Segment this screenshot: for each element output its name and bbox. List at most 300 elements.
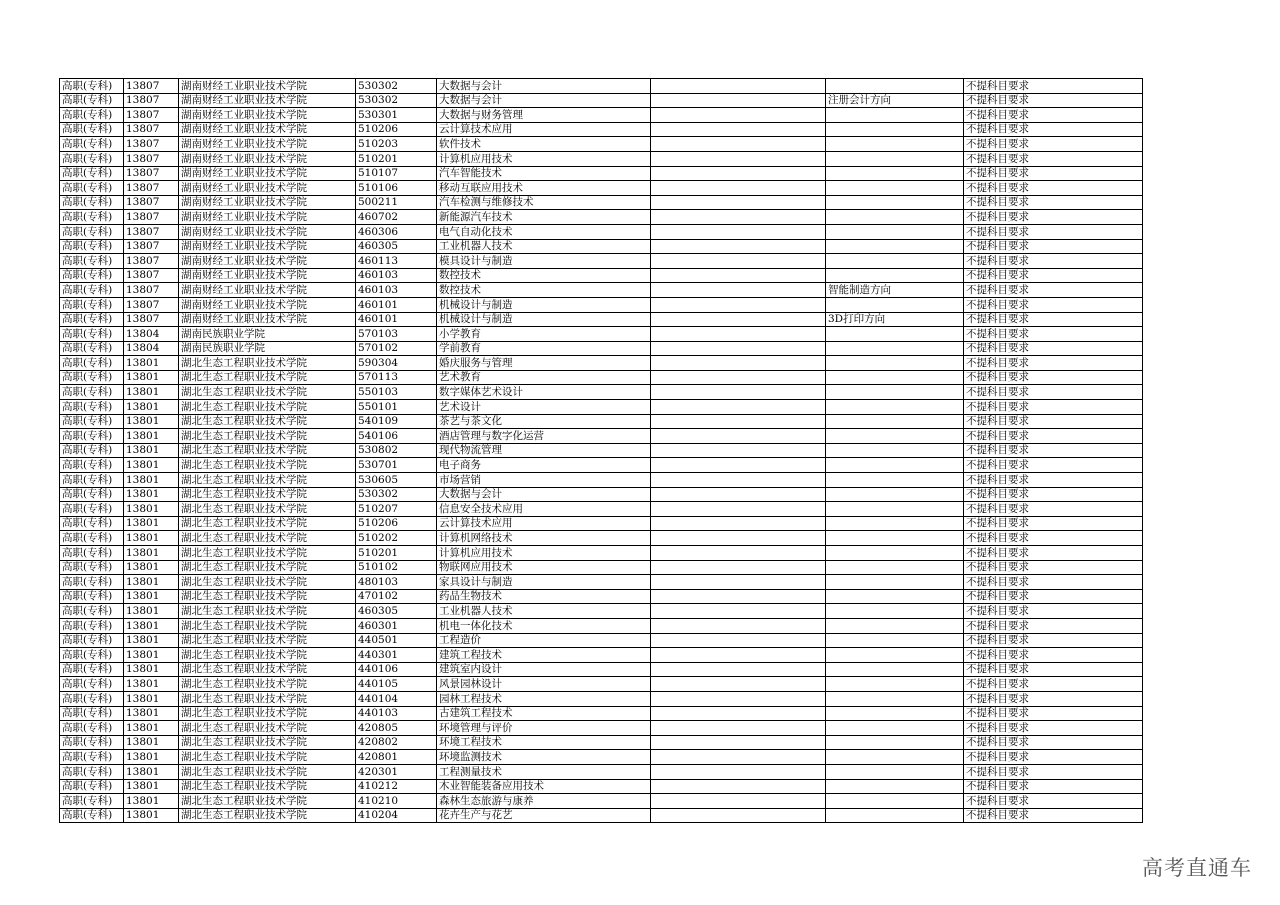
direction-cell <box>826 604 964 619</box>
level-cell: 高职(专科) <box>60 224 124 239</box>
major-name-cell: 汽车智能技术 <box>437 166 651 181</box>
direction-cell <box>826 721 964 736</box>
major-code-cell: 530301 <box>356 108 437 123</box>
school-name-cell: 湖南财经工业职业技术学院 <box>179 137 356 152</box>
major-code-cell: 550101 <box>356 400 437 415</box>
requirement-cell: 不提科目要求 <box>964 79 1143 94</box>
major-code-cell: 570103 <box>356 327 437 342</box>
school-name-cell: 湖北生态工程职业技术学院 <box>179 531 356 546</box>
requirement-cell: 不提科目要求 <box>964 327 1143 342</box>
table-row <box>60 210 1143 225</box>
blank-cell <box>651 735 826 750</box>
school-code-cell: 13801 <box>124 443 179 458</box>
requirement-cell: 不提科目要求 <box>964 93 1143 108</box>
requirement-cell: 不提科目要求 <box>964 560 1143 575</box>
direction-cell <box>826 297 964 312</box>
level-cell: 高职(专科) <box>60 327 124 342</box>
table-row <box>60 618 1143 633</box>
direction-cell <box>826 618 964 633</box>
major-code-cell: 440501 <box>356 633 437 648</box>
level-cell: 高职(专科) <box>60 808 124 823</box>
major-name-cell: 艺术教育 <box>437 370 651 385</box>
table-row <box>60 166 1143 181</box>
table-row <box>60 691 1143 706</box>
level-cell: 高职(专科) <box>60 487 124 502</box>
requirement-cell: 不提科目要求 <box>964 750 1143 765</box>
direction-cell <box>826 750 964 765</box>
school-name-cell: 湖南财经工业职业技术学院 <box>179 268 356 283</box>
major-name-cell: 药品生物技术 <box>437 589 651 604</box>
school-name-cell: 湖北生态工程职业技术学院 <box>179 794 356 809</box>
direction-cell <box>826 210 964 225</box>
school-code-cell: 13801 <box>124 808 179 823</box>
school-name-cell: 湖南民族职业学院 <box>179 341 356 356</box>
major-name-cell: 数控技术 <box>437 268 651 283</box>
blank-cell <box>651 589 826 604</box>
school-name-cell: 湖北生态工程职业技术学院 <box>179 356 356 371</box>
level-cell: 高职(专科) <box>60 122 124 137</box>
school-code-cell: 13801 <box>124 531 179 546</box>
level-cell: 高职(专科) <box>60 750 124 765</box>
table-row <box>60 706 1143 721</box>
direction-cell <box>826 195 964 210</box>
major-code-cell: 590304 <box>356 356 437 371</box>
requirement-cell: 不提科目要求 <box>964 808 1143 823</box>
major-name-cell: 森林生态旅游与康养 <box>437 794 651 809</box>
major-name-cell: 模具设计与制造 <box>437 254 651 269</box>
table-row <box>60 531 1143 546</box>
major-name-cell: 大数据与会计 <box>437 487 651 502</box>
school-code-cell: 13801 <box>124 794 179 809</box>
major-code-cell: 410204 <box>356 808 437 823</box>
table-row <box>60 122 1143 137</box>
school-code-cell: 13807 <box>124 93 179 108</box>
major-code-cell: 540106 <box>356 429 437 444</box>
major-code-cell: 510202 <box>356 531 437 546</box>
direction-cell <box>826 414 964 429</box>
major-name-cell: 计算机应用技术 <box>437 151 651 166</box>
major-code-cell: 500211 <box>356 195 437 210</box>
direction-cell <box>826 546 964 561</box>
level-cell: 高职(专科) <box>60 618 124 633</box>
level-cell: 高职(专科) <box>60 706 124 721</box>
level-cell: 高职(专科) <box>60 93 124 108</box>
major-code-cell: 460101 <box>356 312 437 327</box>
blank-cell <box>651 79 826 94</box>
table-row <box>60 575 1143 590</box>
school-name-cell: 湖南财经工业职业技术学院 <box>179 312 356 327</box>
school-name-cell: 湖北生态工程职业技术学院 <box>179 618 356 633</box>
level-cell: 高职(专科) <box>60 341 124 356</box>
direction-cell <box>826 808 964 823</box>
major-code-cell: 480103 <box>356 575 437 590</box>
table-body <box>60 79 1143 823</box>
level-cell: 高职(专科) <box>60 691 124 706</box>
level-cell: 高职(专科) <box>60 735 124 750</box>
blank-cell <box>651 531 826 546</box>
major-name-cell: 电子商务 <box>437 458 651 473</box>
level-cell: 高职(专科) <box>60 108 124 123</box>
school-code-cell: 13804 <box>124 341 179 356</box>
direction-cell <box>826 122 964 137</box>
direction-cell <box>826 458 964 473</box>
school-code-cell: 13801 <box>124 429 179 444</box>
blank-cell <box>651 560 826 575</box>
major-name-cell: 环境监测技术 <box>437 750 651 765</box>
level-cell: 高职(专科) <box>60 473 124 488</box>
blank-cell <box>651 210 826 225</box>
table-row <box>60 137 1143 152</box>
blank-cell <box>651 254 826 269</box>
major-name-cell: 木业智能装备应用技术 <box>437 779 651 794</box>
direction-cell <box>826 268 964 283</box>
school-code-cell: 13801 <box>124 764 179 779</box>
level-cell: 高职(专科) <box>60 575 124 590</box>
requirement-cell: 不提科目要求 <box>964 108 1143 123</box>
table-row <box>60 473 1143 488</box>
requirement-cell: 不提科目要求 <box>964 151 1143 166</box>
level-cell: 高职(专科) <box>60 589 124 604</box>
major-code-cell: 510201 <box>356 546 437 561</box>
direction-cell <box>826 633 964 648</box>
level-cell: 高职(专科) <box>60 283 124 298</box>
school-name-cell: 湖北生态工程职业技术学院 <box>179 691 356 706</box>
school-name-cell: 湖南财经工业职业技术学院 <box>179 108 356 123</box>
direction-cell <box>826 443 964 458</box>
school-code-cell: 13801 <box>124 400 179 415</box>
requirement-cell: 不提科目要求 <box>964 195 1143 210</box>
major-code-cell: 460301 <box>356 618 437 633</box>
direction-cell <box>826 181 964 196</box>
major-name-cell: 新能源汽车技术 <box>437 210 651 225</box>
requirement-cell: 不提科目要求 <box>964 677 1143 692</box>
school-code-cell: 13807 <box>124 151 179 166</box>
school-name-cell: 湖北生态工程职业技术学院 <box>179 706 356 721</box>
major-code-cell: 510106 <box>356 181 437 196</box>
table-row <box>60 764 1143 779</box>
major-code-cell: 410212 <box>356 779 437 794</box>
school-code-cell: 13801 <box>124 662 179 677</box>
school-name-cell: 湖南财经工业职业技术学院 <box>179 224 356 239</box>
major-code-cell: 570113 <box>356 370 437 385</box>
school-code-cell: 13807 <box>124 108 179 123</box>
table-row <box>60 327 1143 342</box>
direction-cell: 注册会计方向 <box>826 93 964 108</box>
table-row <box>60 604 1143 619</box>
table-row <box>60 443 1143 458</box>
major-code-cell: 510207 <box>356 502 437 517</box>
blank-cell <box>651 706 826 721</box>
school-name-cell: 湖南财经工业职业技术学院 <box>179 166 356 181</box>
major-name-cell: 机械设计与制造 <box>437 297 651 312</box>
school-code-cell: 13801 <box>124 750 179 765</box>
level-cell: 高职(专科) <box>60 254 124 269</box>
table-row <box>60 560 1143 575</box>
admission-table <box>59 78 1143 823</box>
level-cell: 高职(专科) <box>60 370 124 385</box>
table-row <box>60 312 1143 327</box>
direction-cell <box>826 648 964 663</box>
school-name-cell: 湖北生态工程职业技术学院 <box>179 604 356 619</box>
blank-cell <box>651 808 826 823</box>
major-code-cell: 510206 <box>356 516 437 531</box>
direction-cell <box>826 370 964 385</box>
requirement-cell: 不提科目要求 <box>964 691 1143 706</box>
major-name-cell: 婚庆服务与管理 <box>437 356 651 371</box>
direction-cell: 3D打印方向 <box>826 312 964 327</box>
blank-cell <box>651 268 826 283</box>
blank-cell <box>651 224 826 239</box>
table-row <box>60 239 1143 254</box>
school-name-cell: 湖南财经工业职业技术学院 <box>179 195 356 210</box>
blank-cell <box>651 429 826 444</box>
level-cell: 高职(专科) <box>60 356 124 371</box>
school-code-cell: 13801 <box>124 487 179 502</box>
major-name-cell: 艺术设计 <box>437 400 651 415</box>
blank-cell <box>651 443 826 458</box>
blank-cell <box>651 794 826 809</box>
major-code-cell: 470102 <box>356 589 437 604</box>
blank-cell <box>651 721 826 736</box>
school-code-cell: 13807 <box>124 79 179 94</box>
major-code-cell: 440301 <box>356 648 437 663</box>
direction-cell <box>826 487 964 502</box>
requirement-cell: 不提科目要求 <box>964 181 1143 196</box>
level-cell: 高职(专科) <box>60 181 124 196</box>
requirement-cell: 不提科目要求 <box>964 443 1143 458</box>
major-name-cell: 工程测量技术 <box>437 764 651 779</box>
major-name-cell: 工业机器人技术 <box>437 604 651 619</box>
school-code-cell: 13801 <box>124 721 179 736</box>
school-code-cell: 13807 <box>124 166 179 181</box>
school-name-cell: 湖南财经工业职业技术学院 <box>179 283 356 298</box>
major-name-cell: 古建筑工程技术 <box>437 706 651 721</box>
table-row <box>60 502 1143 517</box>
major-code-cell: 420805 <box>356 721 437 736</box>
major-code-cell: 530302 <box>356 79 437 94</box>
major-name-cell: 园林工程技术 <box>437 691 651 706</box>
major-name-cell: 酒店管理与数字化运营 <box>437 429 651 444</box>
school-name-cell: 湖北生态工程职业技术学院 <box>179 370 356 385</box>
level-cell: 高职(专科) <box>60 604 124 619</box>
table-row <box>60 108 1143 123</box>
level-cell: 高职(专科) <box>60 779 124 794</box>
school-name-cell: 湖北生态工程职业技术学院 <box>179 589 356 604</box>
watermark: 高考直通车 <box>1142 856 1252 880</box>
school-name-cell: 湖北生态工程职业技术学院 <box>179 400 356 415</box>
school-code-cell: 13807 <box>124 181 179 196</box>
school-code-cell: 13807 <box>124 254 179 269</box>
requirement-cell: 不提科目要求 <box>964 283 1143 298</box>
table-row <box>60 794 1143 809</box>
requirement-cell: 不提科目要求 <box>964 239 1143 254</box>
blank-cell <box>651 385 826 400</box>
major-code-cell: 550103 <box>356 385 437 400</box>
table-row <box>60 297 1143 312</box>
blank-cell <box>651 414 826 429</box>
school-code-cell: 13804 <box>124 327 179 342</box>
direction-cell <box>826 356 964 371</box>
major-name-cell: 计算机应用技术 <box>437 546 651 561</box>
requirement-cell: 不提科目要求 <box>964 618 1143 633</box>
requirement-cell: 不提科目要求 <box>964 166 1143 181</box>
blank-cell <box>651 604 826 619</box>
school-code-cell: 13807 <box>124 224 179 239</box>
direction-cell <box>826 137 964 152</box>
school-code-cell: 13801 <box>124 648 179 663</box>
requirement-cell: 不提科目要求 <box>964 648 1143 663</box>
blank-cell <box>651 356 826 371</box>
blank-cell <box>651 122 826 137</box>
direction-cell <box>826 400 964 415</box>
table-row <box>60 429 1143 444</box>
blank-cell <box>651 677 826 692</box>
major-name-cell: 机械设计与制造 <box>437 312 651 327</box>
direction-cell <box>826 516 964 531</box>
direction-cell <box>826 575 964 590</box>
blank-cell <box>651 662 826 677</box>
requirement-cell: 不提科目要求 <box>964 575 1143 590</box>
requirement-cell: 不提科目要求 <box>964 794 1143 809</box>
major-code-cell: 460702 <box>356 210 437 225</box>
major-name-cell: 云计算技术应用 <box>437 516 651 531</box>
school-name-cell: 湖北生态工程职业技术学院 <box>179 808 356 823</box>
school-code-cell: 13801 <box>124 691 179 706</box>
school-name-cell: 湖北生态工程职业技术学院 <box>179 546 356 561</box>
table-row <box>60 370 1143 385</box>
major-code-cell: 460101 <box>356 297 437 312</box>
school-name-cell: 湖北生态工程职业技术学院 <box>179 516 356 531</box>
level-cell: 高职(专科) <box>60 414 124 429</box>
level-cell: 高职(专科) <box>60 677 124 692</box>
requirement-cell: 不提科目要求 <box>964 224 1143 239</box>
school-name-cell: 湖北生态工程职业技术学院 <box>179 633 356 648</box>
major-name-cell: 大数据与财务管理 <box>437 108 651 123</box>
major-name-cell: 现代物流管理 <box>437 443 651 458</box>
table-row <box>60 546 1143 561</box>
school-code-cell: 13801 <box>124 735 179 750</box>
blank-cell <box>651 458 826 473</box>
major-name-cell: 机电一体化技术 <box>437 618 651 633</box>
major-code-cell: 460103 <box>356 268 437 283</box>
blank-cell <box>651 575 826 590</box>
requirement-cell: 不提科目要求 <box>964 604 1143 619</box>
school-code-cell: 13801 <box>124 633 179 648</box>
direction-cell <box>826 341 964 356</box>
major-name-cell: 计算机网络技术 <box>437 531 651 546</box>
blank-cell <box>651 648 826 663</box>
major-code-cell: 530605 <box>356 473 437 488</box>
school-name-cell: 湖北生态工程职业技术学院 <box>179 735 356 750</box>
school-name-cell: 湖北生态工程职业技术学院 <box>179 575 356 590</box>
major-name-cell: 移动互联应用技术 <box>437 181 651 196</box>
major-name-cell: 环境工程技术 <box>437 735 651 750</box>
major-name-cell: 电气自动化技术 <box>437 224 651 239</box>
major-code-cell: 420301 <box>356 764 437 779</box>
level-cell: 高职(专科) <box>60 794 124 809</box>
major-code-cell: 510102 <box>356 560 437 575</box>
level-cell: 高职(专科) <box>60 195 124 210</box>
school-name-cell: 湖北生态工程职业技术学院 <box>179 443 356 458</box>
level-cell: 高职(专科) <box>60 546 124 561</box>
requirement-cell: 不提科目要求 <box>964 721 1143 736</box>
direction-cell <box>826 151 964 166</box>
requirement-cell: 不提科目要求 <box>964 764 1143 779</box>
major-name-cell: 汽车检测与维修技术 <box>437 195 651 210</box>
school-name-cell: 湖南财经工业职业技术学院 <box>179 93 356 108</box>
requirement-cell: 不提科目要求 <box>964 210 1143 225</box>
level-cell: 高职(专科) <box>60 458 124 473</box>
level-cell: 高职(专科) <box>60 166 124 181</box>
school-name-cell: 湖南财经工业职业技术学院 <box>179 297 356 312</box>
school-code-cell: 13801 <box>124 385 179 400</box>
major-name-cell: 环境管理与评价 <box>437 721 651 736</box>
table-row <box>60 385 1143 400</box>
blank-cell <box>651 181 826 196</box>
level-cell: 高职(专科) <box>60 502 124 517</box>
direction-cell <box>826 779 964 794</box>
direction-cell <box>826 254 964 269</box>
table-row <box>60 356 1143 371</box>
level-cell: 高职(专科) <box>60 137 124 152</box>
school-name-cell: 湖南财经工业职业技术学院 <box>179 151 356 166</box>
blank-cell <box>651 764 826 779</box>
direction-cell <box>826 735 964 750</box>
school-code-cell: 13801 <box>124 706 179 721</box>
major-name-cell: 大数据与会计 <box>437 79 651 94</box>
direction-cell <box>826 764 964 779</box>
table-row <box>60 633 1143 648</box>
blank-cell <box>651 487 826 502</box>
requirement-cell: 不提科目要求 <box>964 589 1143 604</box>
table-row <box>60 151 1143 166</box>
school-code-cell: 13801 <box>124 473 179 488</box>
school-code-cell: 13801 <box>124 370 179 385</box>
major-code-cell: 410210 <box>356 794 437 809</box>
major-name-cell: 家具设计与制造 <box>437 575 651 590</box>
major-name-cell: 物联网应用技术 <box>437 560 651 575</box>
school-code-cell: 13807 <box>124 297 179 312</box>
school-name-cell: 湖北生态工程职业技术学院 <box>179 648 356 663</box>
level-cell: 高职(专科) <box>60 764 124 779</box>
school-name-cell: 湖南财经工业职业技术学院 <box>179 254 356 269</box>
school-name-cell: 湖北生态工程职业技术学院 <box>179 560 356 575</box>
blank-cell <box>651 297 826 312</box>
major-name-cell: 信息安全技术应用 <box>437 502 651 517</box>
school-name-cell: 湖北生态工程职业技术学院 <box>179 429 356 444</box>
school-name-cell: 湖北生态工程职业技术学院 <box>179 677 356 692</box>
level-cell: 高职(专科) <box>60 312 124 327</box>
table-row <box>60 268 1143 283</box>
requirement-cell: 不提科目要求 <box>964 400 1143 415</box>
direction-cell <box>826 662 964 677</box>
table-row <box>60 516 1143 531</box>
major-name-cell: 大数据与会计 <box>437 93 651 108</box>
blank-cell <box>651 779 826 794</box>
major-code-cell: 510203 <box>356 137 437 152</box>
requirement-cell: 不提科目要求 <box>964 268 1143 283</box>
school-name-cell: 湖南民族职业学院 <box>179 327 356 342</box>
requirement-cell: 不提科目要求 <box>964 662 1143 677</box>
school-code-cell: 13801 <box>124 546 179 561</box>
table-row <box>60 283 1143 298</box>
major-name-cell: 学前教育 <box>437 341 651 356</box>
major-name-cell: 工业机器人技术 <box>437 239 651 254</box>
major-name-cell: 数字媒体艺术设计 <box>437 385 651 400</box>
requirement-cell: 不提科目要求 <box>964 370 1143 385</box>
direction-cell <box>826 706 964 721</box>
requirement-cell: 不提科目要求 <box>964 254 1143 269</box>
